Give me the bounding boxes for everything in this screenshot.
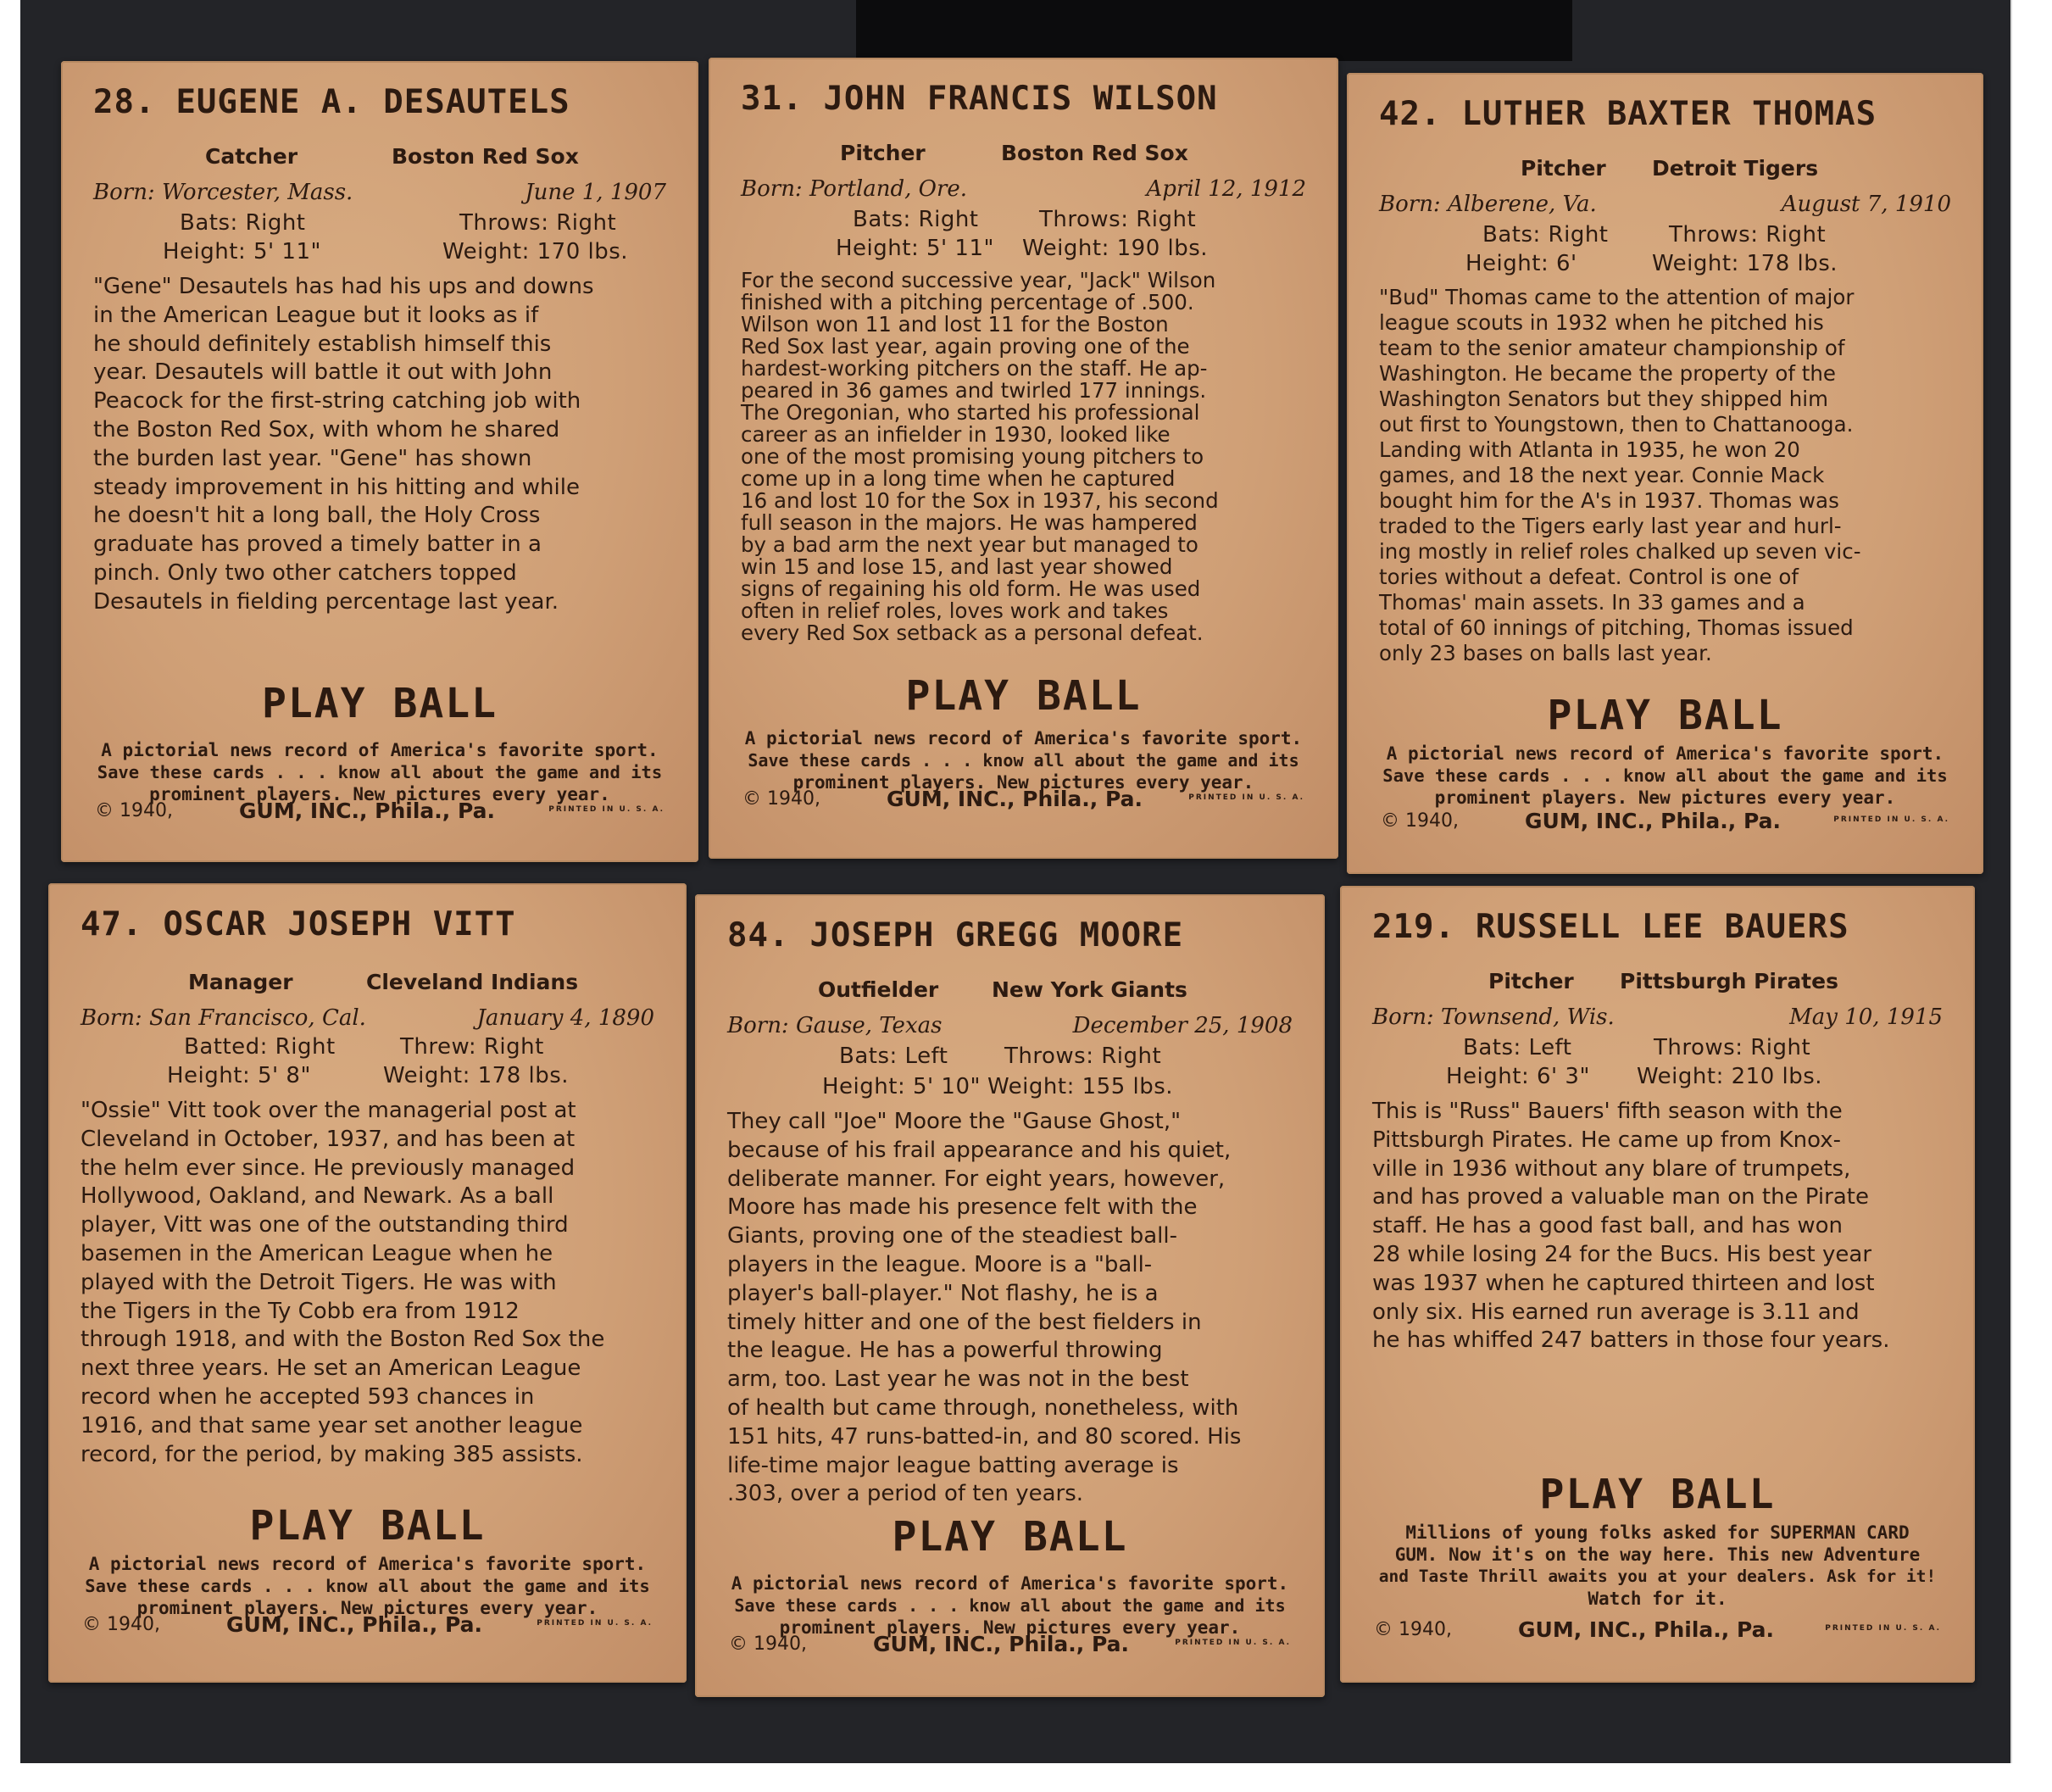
card-header bbox=[81, 905, 661, 943]
bio-line: because of his frail appearance and his quiet, bbox=[727, 1137, 1232, 1163]
fine-print-line: prominent players. New pictures every year. bbox=[136, 1598, 598, 1618]
trading-card-3 bbox=[1347, 73, 1983, 874]
bio-line: Hollywood, Oakland, and Newark. As a ball bbox=[81, 1183, 554, 1210]
play-ball-title: PLAY BALL bbox=[1539, 1471, 1776, 1518]
copyright: © 1940, bbox=[95, 800, 173, 821]
player-name: RUSSELL LEE BAUERS bbox=[1475, 908, 1849, 946]
fine-print bbox=[1374, 1522, 1941, 1610]
printed-in-usa: PRINTED IN U. S. A. bbox=[548, 805, 665, 814]
player-name: EUGENE A. DESAUTELS bbox=[175, 83, 570, 121]
player-team: Boston Red Sox bbox=[392, 144, 579, 169]
player-position: Pitcher bbox=[840, 141, 926, 165]
card-number: 84. bbox=[727, 916, 790, 954]
player-name: OSCAR JOSEPH VITT bbox=[163, 905, 516, 943]
card-number: 42. bbox=[1379, 95, 1442, 133]
weight-stat: Weight: 190 lbs. bbox=[1022, 236, 1209, 261]
publisher: GUM, INC., Phila., Pa. bbox=[1518, 1617, 1775, 1642]
player-team: Boston Red Sox bbox=[1001, 141, 1188, 165]
throws-stat: Throws: Right bbox=[459, 210, 617, 236]
bio-line: 151 hits, 47 runs-batted-in, and 80 scored. His bbox=[727, 1423, 1242, 1450]
bio-line: Desautels in fielding percentage last year. bbox=[93, 588, 559, 615]
bio-line: tories without a defeat. Control is one of bbox=[1379, 565, 1799, 589]
publisher: GUM, INC., Phila., Pa. bbox=[873, 1632, 1130, 1656]
bio-line: Peacock for the first-string catching job with bbox=[93, 388, 581, 415]
bio-line: Red Sox last year, again proving one of the bbox=[741, 334, 1190, 359]
player-name: LUTHER BAXTER THOMAS bbox=[1461, 95, 1877, 133]
player-position: Pitcher bbox=[1521, 156, 1606, 181]
fine-print-line: Save these cards . . . know all about the game and its bbox=[734, 1595, 1286, 1616]
throws-stat: Throws: Right bbox=[1004, 1043, 1162, 1069]
fine-print bbox=[729, 1572, 1291, 1639]
bio-line: games, and 18 the next year. Connie Mack bbox=[1379, 463, 1825, 487]
bio-line: and has proved a valuable man on the Pirate bbox=[1372, 1184, 1869, 1210]
trading-card-2 bbox=[709, 58, 1338, 859]
fine-print-line: Watch for it. bbox=[1588, 1589, 1727, 1609]
fine-print bbox=[1381, 743, 1949, 809]
bio-line: deliberate manner. For eight years, however, bbox=[727, 1166, 1226, 1192]
bio-line: graduate has proved a timely batter in a bbox=[93, 531, 542, 558]
bio-line: "Ossie" Vitt took over the managerial post at bbox=[81, 1098, 576, 1123]
card-header bbox=[1379, 95, 1958, 133]
bio-line: come up in a long time when he captured bbox=[741, 466, 1176, 491]
card-footer bbox=[1381, 810, 1949, 836]
play-ball-title: PLAY BALL bbox=[892, 1513, 1128, 1561]
biography-text bbox=[727, 1108, 1288, 1509]
bio-line: .303, over a period of ten years. bbox=[727, 1481, 1084, 1507]
fine-print-line: prominent players. New pictures every year. bbox=[1434, 787, 1896, 808]
card-footer bbox=[729, 1633, 1291, 1659]
born-place: Born: Portland, Ore. bbox=[741, 176, 968, 202]
bio-line: staff. He has a good fast ball, and has won bbox=[1372, 1213, 1843, 1239]
bio-line: pinch. Only two other catchers topped bbox=[93, 559, 517, 586]
bio-line: player's ball-player." Not flashy, he is a bbox=[727, 1280, 1159, 1306]
bio-line: league scouts in 1932 when he pitched his bbox=[1379, 310, 1824, 335]
bio-line: only six. His earned run average is 3.11 and bbox=[1372, 1299, 1860, 1325]
bio-line: career as an infielder in 1930, looked like bbox=[741, 422, 1171, 447]
fine-print-line: A pictorial news record of America's favorite sport. bbox=[88, 1554, 647, 1574]
bio-line: Pittsburgh Pirates. He came up from Knox- bbox=[1372, 1127, 1841, 1153]
player-position: Manager bbox=[188, 970, 293, 994]
weight-stat: Weight: 178 lbs. bbox=[1652, 251, 1838, 276]
bio-line: win 15 and lose 15, and last year showed bbox=[741, 554, 1173, 579]
bio-line: record, for the period, by making 385 assists. bbox=[81, 1441, 583, 1467]
bio-line: total of 60 innings of pitching, Thomas issued bbox=[1379, 615, 1854, 640]
bio-line: only 23 bases on balls last year. bbox=[1379, 641, 1712, 665]
weight-stat: Weight: 155 lbs. bbox=[987, 1074, 1174, 1099]
height-stat: Height: 6' bbox=[1465, 251, 1577, 276]
bio-line: he doesn't hit a long ball, the Holy Cross bbox=[93, 503, 541, 529]
biography-text bbox=[1379, 285, 1934, 666]
bio-line: For the second successive year, "Jack" Wilson bbox=[741, 268, 1216, 292]
trading-card-4 bbox=[48, 883, 687, 1683]
bio-line: timely hitter and one of the best fielders in bbox=[727, 1309, 1202, 1335]
card-number: 28. bbox=[93, 83, 156, 121]
bio-line: the Boston Red Sox, with whom he shared bbox=[93, 416, 560, 442]
fine-print-line: GUM. Now it's on the way here. This new Adventure bbox=[1394, 1544, 1921, 1565]
fine-print-line: prominent players. New pictures every year. bbox=[792, 772, 1254, 793]
fine-print-line: and Taste Thrill awaits you at your dealers. Ask for it! bbox=[1378, 1567, 1937, 1586]
biography-text bbox=[741, 270, 1296, 644]
card-number: 219. bbox=[1372, 908, 1455, 946]
player-position: Outfielder bbox=[818, 977, 939, 1002]
card-number: 31. bbox=[741, 80, 804, 118]
fine-print-line: Save these cards . . . know all about the game and its bbox=[97, 762, 663, 782]
bats-stat: Bats: Left bbox=[1463, 1035, 1572, 1060]
bio-line: one of the most promising young pitchers to bbox=[741, 444, 1204, 469]
bio-line: Landing with Atlanta in 1935, he won 20 bbox=[1379, 437, 1800, 462]
card-footer bbox=[742, 788, 1304, 814]
fine-print-line: A pictorial news record of America's favorite sport. bbox=[1386, 743, 1944, 764]
white-sheet-edge-right bbox=[2010, 0, 2052, 1792]
fine-print bbox=[742, 727, 1304, 793]
bio-line: Giants, proving one of the steadiest ball- bbox=[727, 1223, 1178, 1249]
player-position: Pitcher bbox=[1488, 969, 1574, 993]
throws-stat: Throws: Right bbox=[1654, 1035, 1811, 1060]
fine-print-line: prominent players. New pictures every year. bbox=[779, 1617, 1241, 1638]
fine-print bbox=[82, 1553, 653, 1619]
play-ball-title: PLAY BALL bbox=[261, 680, 498, 727]
fine-print-line: prominent players. New pictures every year. bbox=[149, 784, 610, 804]
born-date: May 10, 1915 bbox=[1789, 1005, 1943, 1030]
bio-line: Washington Senators but they shipped him bbox=[1379, 387, 1828, 411]
player-team: Detroit Tigers bbox=[1652, 156, 1819, 181]
height-stat: Height: 5' 10" bbox=[822, 1074, 981, 1099]
bio-line: record when he accepted 593 chances in bbox=[81, 1383, 535, 1410]
copyright: © 1940, bbox=[742, 788, 820, 810]
bio-line: Washington. He became the property of the bbox=[1379, 361, 1836, 386]
player-team: Pittsburgh Pirates bbox=[1620, 969, 1838, 993]
bats-stat: Bats: Right bbox=[1482, 222, 1609, 248]
born-date: January 4, 1890 bbox=[476, 1005, 654, 1031]
fine-print bbox=[95, 739, 665, 805]
bio-line: "Bud" Thomas came to the attention of major bbox=[1379, 285, 1855, 309]
born-place: Born: Alberene, Va. bbox=[1379, 192, 1597, 217]
bio-line: played with the Detroit Tigers. He was with bbox=[81, 1269, 557, 1295]
bats-stat: Bats: Right bbox=[180, 210, 306, 236]
bio-line: he should definitely establish himself this bbox=[93, 331, 552, 357]
fine-print-line: Save these cards . . . know all about the game and its bbox=[748, 750, 1299, 771]
trading-card-5 bbox=[695, 894, 1325, 1697]
bio-line: steady improvement in his hitting and while bbox=[93, 474, 580, 500]
weight-stat: Weight: 210 lbs. bbox=[1637, 1064, 1823, 1089]
card-footer bbox=[82, 1614, 653, 1639]
publisher: GUM, INC., Phila., Pa. bbox=[1525, 809, 1782, 833]
top-dark-strip bbox=[856, 0, 1572, 61]
height-stat: Height: 5' 11" bbox=[836, 236, 994, 261]
fine-print-line: Save these cards . . . know all about the game and its bbox=[85, 1576, 650, 1596]
play-ball-title: PLAY BALL bbox=[1547, 692, 1783, 739]
card-header bbox=[727, 916, 1299, 954]
bio-line: Thomas' main assets. In 33 games and a bbox=[1379, 590, 1805, 615]
publisher: GUM, INC., Phila., Pa. bbox=[239, 799, 496, 823]
card-number: 47. bbox=[81, 905, 143, 943]
bio-line: Cleveland in October, 1937, and has been at bbox=[81, 1126, 576, 1152]
bio-line: the league. He has a powerful throwing bbox=[727, 1338, 1163, 1364]
play-ball-title: PLAY BALL bbox=[905, 672, 1142, 720]
born-place: Born: Gause, Texas bbox=[727, 1013, 943, 1038]
fine-print-line: A pictorial news record of America's favorite sport. bbox=[744, 728, 1303, 749]
bio-line: out first to Youngstown, then to Chattanooga. bbox=[1379, 412, 1854, 437]
copyright: © 1940, bbox=[1374, 1619, 1452, 1640]
bio-line: through 1918, and with the Boston Red Sox the bbox=[81, 1327, 605, 1353]
copyright: © 1940, bbox=[729, 1633, 807, 1655]
bio-line: he has whiffed 247 batters in those four years. bbox=[1372, 1327, 1890, 1354]
born-date: August 7, 1910 bbox=[1781, 192, 1951, 217]
bio-line: They call "Joe" Moore the "Gause Ghost," bbox=[727, 1109, 1182, 1134]
bio-line: ing mostly in relief roles chalked up seven vic- bbox=[1379, 539, 1861, 564]
biography-text bbox=[93, 273, 670, 617]
bio-line: 16 and lost 10 for the Sox in 1937, his second bbox=[741, 488, 1219, 513]
bio-line: Wilson won 11 and lost 11 for the Boston bbox=[741, 312, 1169, 337]
born-date: December 25, 1908 bbox=[1072, 1013, 1293, 1038]
card-footer bbox=[95, 800, 665, 826]
bio-line: life-time major league batting average is bbox=[727, 1452, 1179, 1478]
white-sheet-edge-bottom bbox=[0, 1763, 2052, 1792]
printed-in-usa: PRINTED IN U. S. A. bbox=[1175, 1639, 1291, 1647]
publisher: GUM, INC., Phila., Pa. bbox=[226, 1612, 483, 1637]
bats-stat: Bats: Left bbox=[839, 1043, 948, 1069]
copyright: © 1940, bbox=[1381, 810, 1459, 832]
height-stat: Height: 5' 8" bbox=[167, 1063, 311, 1088]
throws-stat: Throws: Right bbox=[1039, 207, 1197, 232]
bio-line: peared in 36 games and twirled 177 innings. bbox=[741, 378, 1207, 403]
card-header bbox=[741, 80, 1313, 118]
trading-card-1 bbox=[61, 61, 698, 862]
player-name: JOHN FRANCIS WILSON bbox=[823, 80, 1218, 118]
bio-line: traded to the Tigers early last year and hurl- bbox=[1379, 514, 1842, 538]
player-team: New York Giants bbox=[992, 977, 1187, 1002]
bio-line: This is "Russ" Bauers' fifth season with the bbox=[1372, 1099, 1843, 1124]
bio-line: every Red Sox setback as a personal defeat. bbox=[741, 621, 1204, 645]
bio-line: 28 while losing 24 for the Bucs. His best year bbox=[1372, 1241, 1872, 1267]
trading-card-6 bbox=[1340, 886, 1975, 1683]
copyright: © 1940, bbox=[82, 1614, 160, 1635]
printed-in-usa: PRINTED IN U. S. A. bbox=[537, 1619, 653, 1628]
bio-line: players in the league. Moore is a "ball- bbox=[727, 1251, 1153, 1277]
bio-line: ville in 1936 without any blare of trumpets, bbox=[1372, 1155, 1851, 1182]
born-date: April 12, 1912 bbox=[1146, 176, 1306, 202]
player-position: Catcher bbox=[205, 144, 298, 169]
player-name: JOSEPH GREGG MOORE bbox=[809, 916, 1184, 954]
height-stat: Height: 6' 3" bbox=[1446, 1064, 1590, 1089]
born-date: June 1, 1907 bbox=[525, 180, 666, 205]
weight-stat: Weight: 170 lbs. bbox=[442, 239, 629, 264]
bio-line: finished with a pitching percentage of .500. bbox=[741, 290, 1194, 314]
play-ball-title: PLAY BALL bbox=[249, 1502, 486, 1550]
bio-line: in the American League but it looks as if bbox=[93, 302, 539, 328]
bio-line: hardest-working pitchers on the staff. He ap- bbox=[741, 356, 1208, 381]
bio-line: The Oregonian, who started his professional bbox=[741, 400, 1200, 425]
born-place: Born: San Francisco, Cal. bbox=[81, 1005, 366, 1031]
throws-stat: Threw: Right bbox=[400, 1034, 544, 1060]
printed-in-usa: PRINTED IN U. S. A. bbox=[1188, 793, 1304, 802]
bio-line: the helm ever since. He previously managed bbox=[81, 1155, 576, 1181]
card-header bbox=[93, 83, 673, 121]
fine-print-line: A pictorial news record of America's favorite sport. bbox=[731, 1573, 1289, 1594]
born-place: Born: Worcester, Mass. bbox=[93, 180, 353, 205]
bats-stat: Batted: Right bbox=[184, 1034, 336, 1060]
fine-print-line: A pictorial news record of America's favorite sport. bbox=[101, 740, 659, 760]
bio-line: the Tigers in the Ty Cobb era from 1912 bbox=[81, 1298, 520, 1324]
throws-stat: Throws: Right bbox=[1669, 222, 1827, 248]
height-stat: Height: 5' 11" bbox=[163, 239, 321, 264]
publisher: GUM, INC., Phila., Pa. bbox=[887, 787, 1143, 811]
bio-line: bought him for the A's in 1937. Thomas was bbox=[1379, 488, 1839, 513]
born-place: Born: Townsend, Wis. bbox=[1372, 1005, 1615, 1030]
printed-in-usa: PRINTED IN U. S. A. bbox=[1825, 1624, 1941, 1633]
bio-line: basemen in the American League when he bbox=[81, 1240, 553, 1266]
bio-line: year. Desautels will battle it out with John bbox=[93, 359, 553, 386]
bio-line: arm, too. Last year he was not in the best bbox=[727, 1366, 1189, 1393]
bio-line: often in relief roles, loves work and takes bbox=[741, 598, 1169, 623]
fine-print-line: Save these cards . . . know all about the game and its bbox=[1382, 765, 1948, 786]
bio-line: next three years. He set an American League bbox=[81, 1355, 581, 1382]
player-team: Cleveland Indians bbox=[366, 970, 579, 994]
fine-print-line: Millions of young folks asked for SUPERMAN CARD bbox=[1405, 1522, 1910, 1543]
bats-stat: Bats: Right bbox=[853, 207, 979, 232]
weight-stat: Weight: 178 lbs. bbox=[383, 1063, 570, 1088]
bio-line: 1916, and that same year set another league bbox=[81, 1412, 583, 1439]
bio-line: the burden last year. "Gene" has shown bbox=[93, 445, 532, 471]
bio-line: player, Vitt was one of the outstanding third bbox=[81, 1212, 569, 1238]
biography-text bbox=[1372, 1098, 1927, 1355]
biography-text bbox=[81, 1097, 642, 1469]
bio-line: "Gene" Desautels has had his ups and downs bbox=[93, 274, 594, 299]
bio-line: of health but came through, nonetheless, with bbox=[727, 1394, 1239, 1421]
bio-line: full season in the majors. He was hampered bbox=[741, 510, 1198, 535]
bio-line: was 1937 when he captured thirteen and lost bbox=[1372, 1270, 1875, 1296]
bio-line: by a bad arm the next year but managed to bbox=[741, 532, 1198, 557]
bio-line: team to the senior amateur championship of bbox=[1379, 336, 1845, 360]
bio-line: Moore has made his presence felt with the bbox=[727, 1194, 1198, 1221]
printed-in-usa: PRINTED IN U. S. A. bbox=[1833, 815, 1949, 824]
bio-line: signs of regaining his old form. He was used bbox=[741, 576, 1201, 601]
card-footer bbox=[1374, 1619, 1941, 1645]
card-header bbox=[1372, 908, 1949, 946]
